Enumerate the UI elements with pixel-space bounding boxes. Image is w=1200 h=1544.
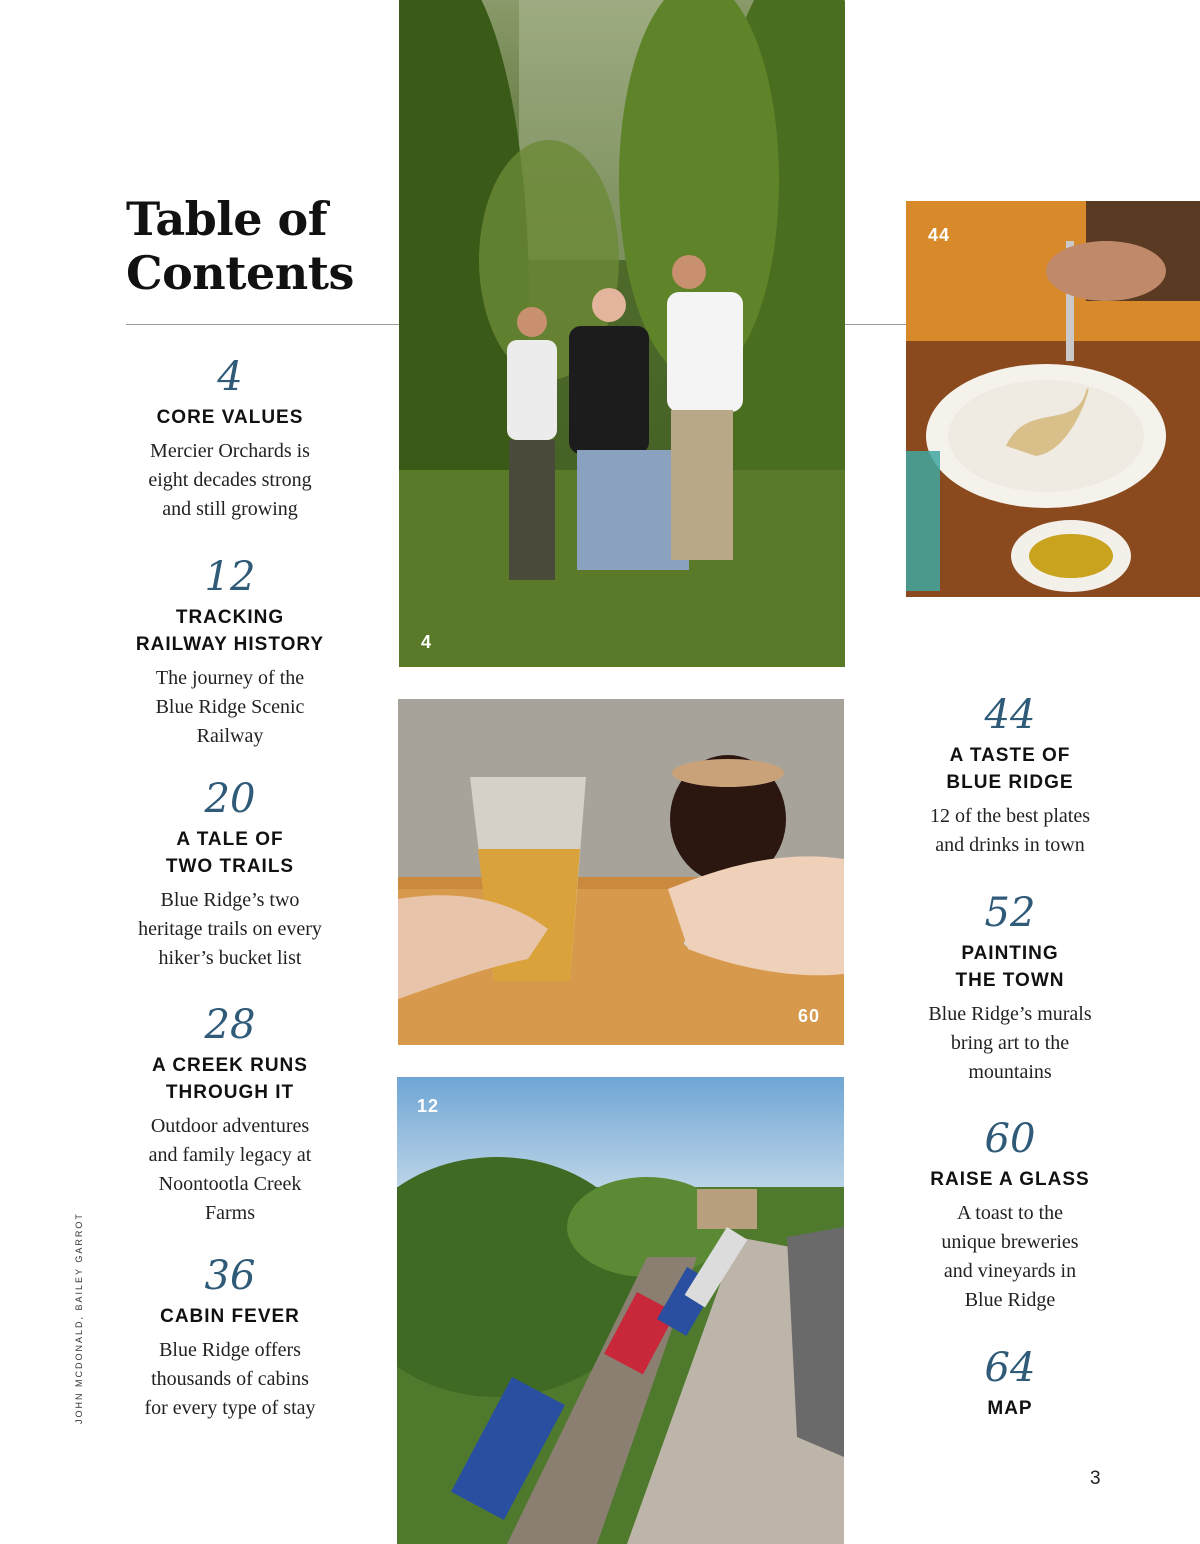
toc-description: Blue Ridge’s murals bring art to the mountains [928, 1003, 1092, 1083]
pasta-dish-photo[interactable] [906, 201, 1200, 597]
toc-heading: TRACKING RAILWAY HISTORY [135, 607, 325, 655]
railway-illustration [397, 1077, 844, 1544]
toc-page-number: 4 [217, 354, 243, 400]
toc-heading: PAINTING THE TOWN [955, 943, 1065, 991]
toc-entry[interactable] [110, 1002, 350, 1228]
photo-page-tag: 44 [928, 225, 951, 245]
beer-illustration [398, 699, 844, 1045]
toc-description: Blue Ridge’s two heritage trails on every hiker’s bucket list [138, 889, 322, 969]
photo-page-tag: 60 [798, 1006, 821, 1026]
toc-entry[interactable] [890, 1116, 1130, 1315]
toc-entry[interactable] [110, 554, 350, 751]
toc-description: Mercier Orchards is eight decades strong and still growing [148, 440, 312, 520]
beer-toast-photo[interactable] [398, 699, 844, 1045]
photo-credit: JOHN MCDONALD, BAILEY GARROT [74, 1212, 84, 1424]
toc-page-number: 36 [204, 1253, 256, 1299]
orchard-owners-photo[interactable] [399, 0, 845, 667]
toc-heading: A TALE OF TWO TRAILS [165, 829, 295, 877]
orchard-illustration [399, 0, 845, 667]
toc-entry[interactable] [890, 890, 1130, 1087]
toc-heading: A CREEK RUNS THROUGH IT [152, 1055, 308, 1103]
title-rule-right [845, 324, 907, 325]
toc-page-number: 52 [984, 890, 1036, 936]
page-title: Table of Contents [126, 192, 354, 300]
toc-entry[interactable] [110, 776, 350, 973]
toc-entry[interactable] [110, 1253, 350, 1423]
toc-page-number: 64 [984, 1345, 1036, 1391]
toc-heading: RAISE A GLASS [930, 1169, 1090, 1190]
photo-page-tag: 4 [421, 632, 433, 652]
title-rule [126, 324, 400, 325]
page-number: 3 [1090, 1468, 1101, 1489]
toc-heading: MAP [987, 1398, 1033, 1419]
toc-description: Blue Ridge offers thousands of cabins for every type of stay [144, 1339, 316, 1419]
toc-page-number: 20 [204, 776, 256, 822]
toc-description: 12 of the best plates and drinks in town [930, 805, 1090, 856]
toc-entry[interactable] [890, 692, 1130, 860]
toc-entry[interactable] [890, 1345, 1130, 1422]
toc-page-number: 12 [204, 554, 256, 600]
toc-page-number: 60 [984, 1116, 1036, 1162]
toc-heading: A TASTE OF BLUE RIDGE [946, 745, 1074, 793]
toc-page-number: 44 [984, 692, 1036, 738]
toc-heading: CORE VALUES [156, 407, 304, 428]
photo-page-tag: 12 [417, 1096, 440, 1116]
scenic-railway-photo[interactable] [397, 1077, 844, 1544]
toc-page-number: 28 [204, 1002, 256, 1048]
toc-description: A toast to the unique breweries and vineyards in Blue Ridge [941, 1202, 1079, 1311]
pasta-illustration [906, 201, 1200, 597]
toc-heading: CABIN FEVER [160, 1306, 300, 1327]
toc-entry[interactable] [110, 354, 350, 524]
toc-description: Outdoor adventures and family legacy at Noontootla Creek Farms [148, 1115, 312, 1224]
toc-description: The journey of the Blue Ridge Scenic Railway [155, 667, 305, 747]
